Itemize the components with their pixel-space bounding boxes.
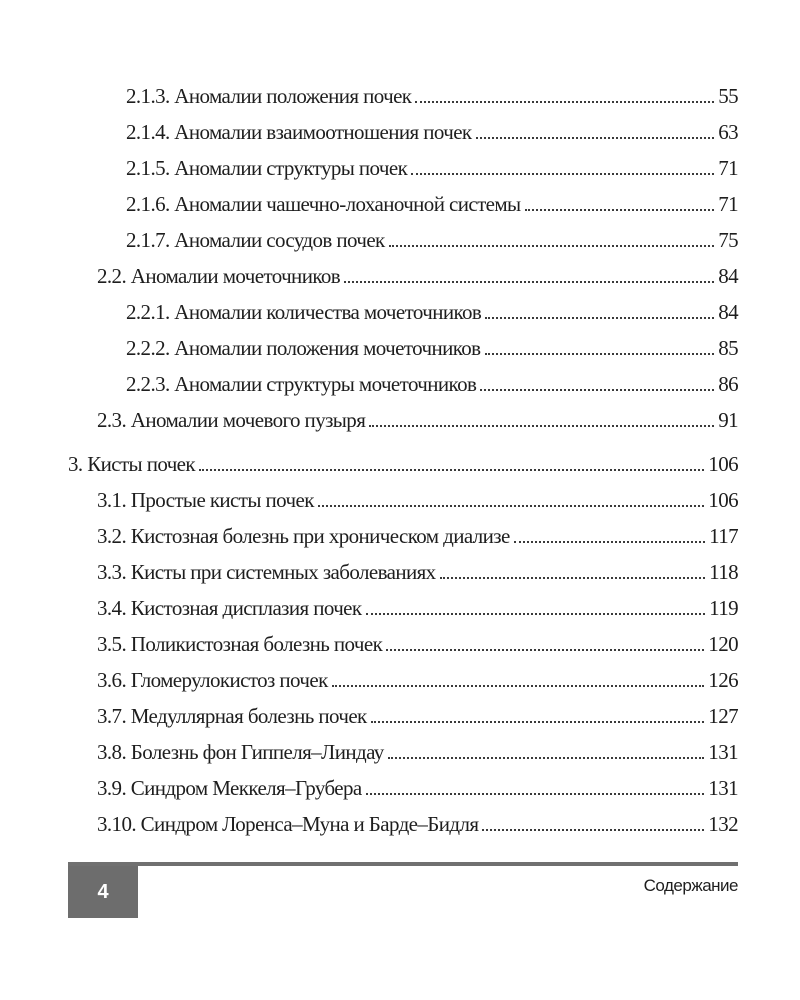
toc-entry-page: 132 <box>708 812 738 836</box>
toc-entry-page: 106 <box>708 452 738 476</box>
toc-entry-title: 3.4. Кистозная дисплазия почек <box>97 596 362 620</box>
toc-entry[interactable] <box>126 152 738 180</box>
toc-entry-title: 2.1.7. Аномалии сосудов почек <box>126 228 385 252</box>
toc-entry[interactable] <box>97 520 738 548</box>
dot-leader <box>415 101 714 103</box>
toc-entry-title: 3.7. Медуллярная болезнь почек <box>97 704 367 728</box>
toc-entry[interactable] <box>97 484 738 512</box>
dot-leader <box>482 829 704 831</box>
dot-leader <box>485 317 714 319</box>
dot-leader <box>440 577 706 579</box>
toc-entry-title: 2.2.2. Аномалии положения мочеточников <box>126 336 481 360</box>
toc-entry-title: 3.9. Синдром Меккеля–Грубера <box>97 776 362 800</box>
dot-leader <box>318 505 705 507</box>
toc-entry-title: 2.1.5. Аномалии структуры почек <box>126 156 408 180</box>
toc-entry-page: 75 <box>718 228 738 252</box>
dot-leader <box>371 721 705 723</box>
dot-leader <box>525 209 715 211</box>
toc-entry-page: 106 <box>708 488 738 512</box>
dot-leader <box>411 173 714 175</box>
footer-divider <box>68 862 738 866</box>
toc-entry-title: 2.3. Аномалии мочевого пузыря <box>97 408 366 432</box>
toc-entry[interactable] <box>97 772 738 800</box>
toc-entry[interactable] <box>97 260 738 288</box>
toc-entry[interactable] <box>126 80 738 108</box>
toc-entry-title: 2.2.1. Аномалии количества мочеточников <box>126 300 482 324</box>
dot-leader <box>386 649 704 651</box>
dot-leader <box>199 469 704 471</box>
dot-leader <box>514 541 705 543</box>
toc-entry-title: 2.1.3. Аномалии положения почек <box>126 84 412 108</box>
toc-entry[interactable] <box>97 556 738 584</box>
toc-entry-page: 117 <box>709 524 738 548</box>
toc-entry-page: 71 <box>718 156 738 180</box>
toc-entry[interactable] <box>68 448 738 476</box>
toc-entry-page: 71 <box>718 192 738 216</box>
toc-entry[interactable] <box>126 368 738 396</box>
toc-entry-page: 131 <box>708 740 738 764</box>
toc-entry-title: 3.6. Гломерулокистоз почек <box>97 668 328 692</box>
toc-entry-title: 3.10. Синдром Лоренса–Муна и Барде–Бидля <box>97 812 479 836</box>
toc-entry-page: 126 <box>708 668 738 692</box>
toc-entry[interactable] <box>126 332 738 360</box>
toc-entry[interactable] <box>97 664 738 692</box>
dot-leader <box>332 685 705 687</box>
toc-entry-page: 119 <box>709 596 738 620</box>
dot-leader <box>476 137 715 139</box>
toc-entry-title: 2.2. Аномалии мочеточников <box>97 264 341 288</box>
toc-entry-page: 55 <box>718 84 738 108</box>
toc-entry[interactable] <box>97 628 738 656</box>
dot-leader <box>485 353 715 355</box>
toc-entry-title: 3. Кисты почек <box>68 452 195 476</box>
dot-leader <box>369 425 714 427</box>
toc-entry-page: 131 <box>708 776 738 800</box>
toc-entry[interactable] <box>126 116 738 144</box>
toc-entry-page: 85 <box>718 336 738 360</box>
toc-entry-title: 2.2.3. Аномалии структуры мочеточников <box>126 372 477 396</box>
toc-entry-page: 84 <box>718 300 738 324</box>
dot-leader <box>389 245 715 247</box>
toc-entry-title: 2.1.4. Аномалии взаимоотношения почек <box>126 120 472 144</box>
dot-leader <box>388 757 705 759</box>
toc-entry[interactable] <box>126 296 738 324</box>
toc-entry[interactable] <box>97 808 738 836</box>
toc-entry[interactable] <box>97 404 738 432</box>
toc-entry[interactable] <box>126 224 738 252</box>
dot-leader <box>366 613 706 615</box>
page-number-box <box>68 866 138 918</box>
toc-entry-page: 118 <box>709 560 738 584</box>
toc-entry-title: 2.1.6. Аномалии чашечно-лоханочной системы <box>126 192 521 216</box>
toc-entry-title: 3.3. Кисты при системных заболеваниях <box>97 560 436 584</box>
toc-entry-page: 86 <box>718 372 738 396</box>
toc-entry-page: 63 <box>718 120 738 144</box>
toc-entry[interactable] <box>97 592 738 620</box>
dot-leader <box>366 793 705 795</box>
footer-section-label: Содержание <box>643 876 738 895</box>
toc-entry-page: 91 <box>718 408 738 432</box>
toc-entry-page: 127 <box>708 704 738 728</box>
toc-entry-title: 3.8. Болезнь фон Гиппеля–Линдау <box>97 740 384 764</box>
dot-leader <box>344 281 714 283</box>
toc-entry[interactable] <box>97 736 738 764</box>
toc-entry-title: 3.1. Простые кисты почек <box>97 488 314 512</box>
page-number: 4 <box>97 880 109 903</box>
toc-entry-page: 120 <box>708 632 738 656</box>
toc-entry-title: 3.5. Поликистозная болезнь почек <box>97 632 383 656</box>
toc-entry[interactable] <box>97 700 738 728</box>
toc-entry-page: 84 <box>718 264 738 288</box>
dot-leader <box>480 389 714 391</box>
toc-entry-title: 3.2. Кистозная болезнь при хроническом диализе <box>97 524 510 548</box>
toc-entry[interactable] <box>126 188 738 216</box>
